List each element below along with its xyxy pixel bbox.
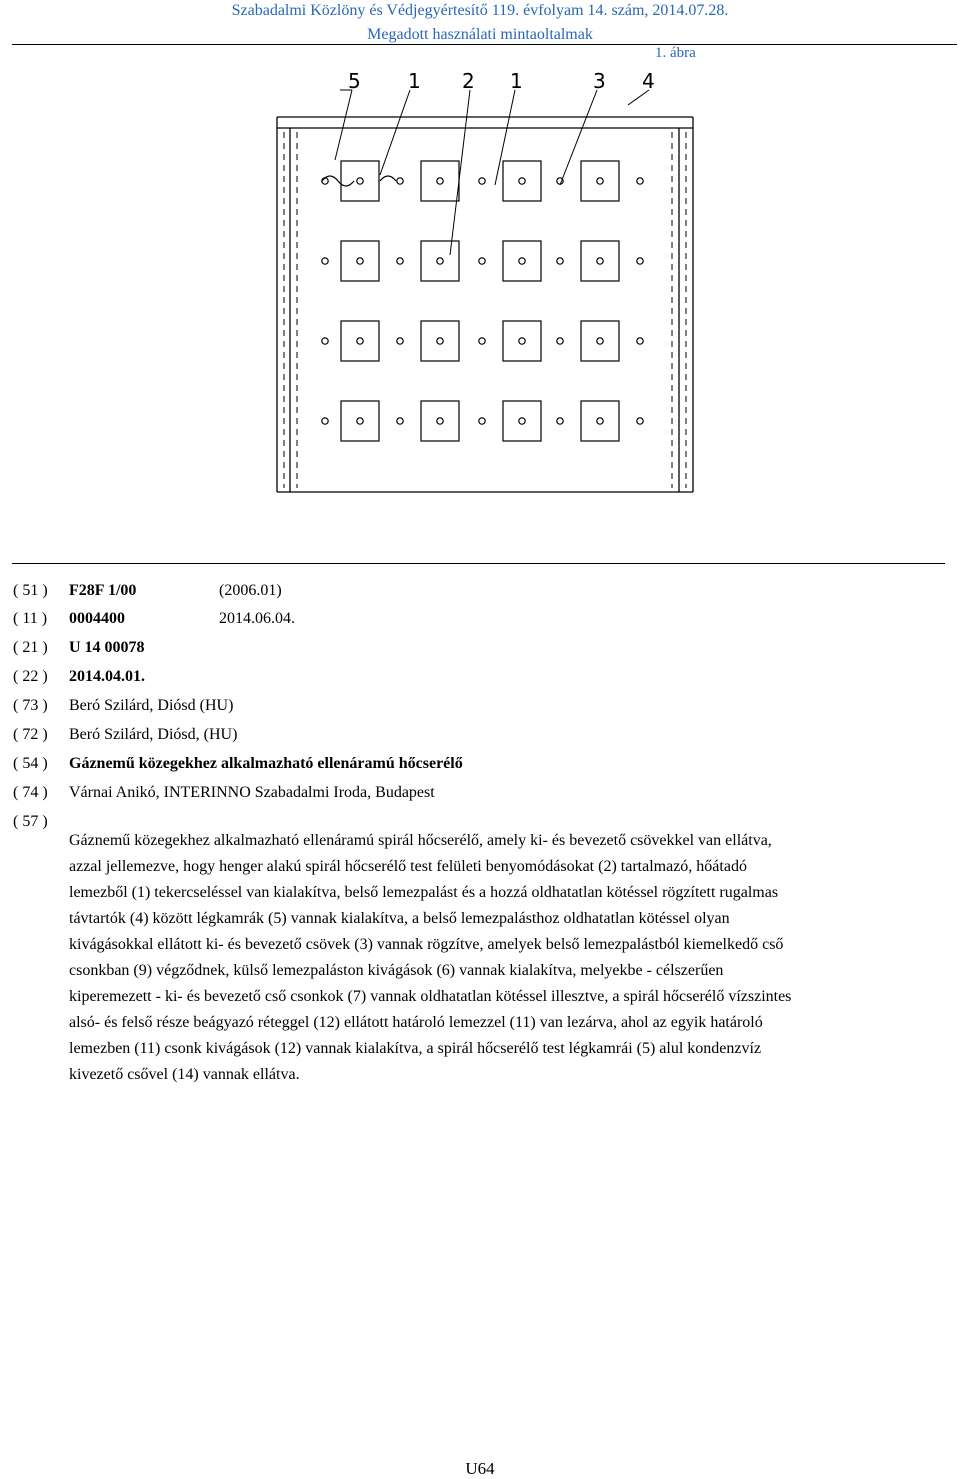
dimple-dot <box>357 258 363 264</box>
patent-drawing <box>260 60 700 500</box>
dimple-dot <box>397 258 403 264</box>
callout-4: 4 <box>642 69 655 93</box>
invention-title: Gáznemű közegekhez alkalmazható ellenáramú hőcserélő <box>69 755 463 772</box>
section-title: Megadott használati mintaoltalmak <box>367 26 593 43</box>
plate-square <box>581 321 619 361</box>
abstract-line: csonkban (9) végződnek, külső lemezpaláston kivágások (6) vannak kialakítva, melyekbe - célszerűen <box>69 962 724 979</box>
dimple-dot <box>557 338 563 344</box>
dimple-dot <box>397 418 403 424</box>
plate-square <box>341 401 379 441</box>
dimple-dot <box>322 418 328 424</box>
figure-label: 1. ábra <box>655 45 696 61</box>
abstract-line: lemezben (11) csonk kivágások (12) vannak kialakítva, a spirál hőcserélő test légkamrái (5) alul kondenzvíz <box>69 1040 762 1057</box>
filing-date: 2014.04.01. <box>69 668 145 685</box>
abstract-line: kivágásokkal ellátott ki- és bevezető csövek (3) vannak rögzítve, amelyek belső lemezpalástból kiemelkedő cső <box>69 936 784 953</box>
representative: Várnai Anikó, INTERINNO Szabadalmi Iroda, Budapest <box>69 784 435 801</box>
plate-square <box>421 401 459 441</box>
application-number: U 14 00078 <box>69 639 145 656</box>
abstract-line: kiperemezett - ki- és bevezető cső csonkok (7) vannak oldhatatlan kötéssel illesztve, a spirál hőcserélő vízszintes <box>69 988 792 1005</box>
inid-code: ( 72 ) <box>13 726 48 743</box>
abstract-line: alsó- és felső része beágyazó réteggel (12) ellátott határoló lemezzel (11) van lezárva, ahol az egyik határoló <box>69 1014 763 1031</box>
dimple-dot <box>437 418 443 424</box>
inid-code: ( 11 ) <box>13 610 48 627</box>
dimple-dot <box>357 418 363 424</box>
dimple-dot <box>597 338 603 344</box>
dimple-dot <box>479 338 485 344</box>
callout-1b: 1 <box>510 69 523 93</box>
dimple-dot <box>397 338 403 344</box>
dimple-dot <box>637 418 643 424</box>
plate-square <box>341 241 379 281</box>
plate-square <box>581 401 619 441</box>
grant-date: 2014.06.04. <box>219 610 295 627</box>
page-number: U64 <box>465 1459 495 1478</box>
abstract-line: Gáznemű közegekhez alkalmazható ellenáramú spirál hőcserélő, amely ki- és bevezető csövekkel van ellátva, <box>69 832 772 849</box>
journal-header: Szabadalmi Közlöny és Védjegyértesítő 119. évfolyam 14. szám, 2014.07.28. <box>231 2 729 19</box>
dimple-dot <box>597 178 603 184</box>
inid-code: ( 21 ) <box>13 639 48 656</box>
plate-square <box>503 321 541 361</box>
callout-2: 2 <box>462 69 475 93</box>
callout-1a: 1 <box>408 69 421 93</box>
abstract-line: kivezető csővel (14) vannak ellátva. <box>69 1066 300 1083</box>
dimple-dot <box>557 418 563 424</box>
plate-square <box>581 241 619 281</box>
holder: Beró Szilárd, Diósd (HU) <box>69 697 234 714</box>
abstract-line: távtartók (4) között légkamrák (5) vannak kialakítva, a belső lemezpalásthoz oldhatatlan kötéssel olyan <box>69 910 730 927</box>
ipc-class: F28F 1/00 <box>69 582 137 599</box>
plate-square <box>421 241 459 281</box>
inid-code: ( 73 ) <box>13 697 48 714</box>
header-divider <box>12 44 957 45</box>
dimple-dot <box>637 338 643 344</box>
plate-square <box>503 401 541 441</box>
inid-code: ( 22 ) <box>13 668 48 685</box>
dimple-dot <box>357 338 363 344</box>
plate-square <box>503 241 541 281</box>
dimple-dot <box>437 258 443 264</box>
dimple-dot <box>519 418 525 424</box>
dimple-dot <box>519 178 525 184</box>
dimple-dot <box>397 178 403 184</box>
inid-code: ( 54 ) <box>13 755 48 772</box>
dimple-dot <box>519 258 525 264</box>
dimple-dot <box>557 258 563 264</box>
callout-5: 5 <box>348 69 361 93</box>
plate-square <box>341 161 379 201</box>
dimple-dot <box>637 258 643 264</box>
callout-3: 3 <box>593 69 606 93</box>
inid-code: ( 74 ) <box>13 784 48 801</box>
inid-code: ( 51 ) <box>13 582 48 599</box>
dimple-dot <box>479 178 485 184</box>
registration-number: 0004400 <box>69 610 125 627</box>
dimple-dot <box>437 178 443 184</box>
dimple-dot <box>322 338 328 344</box>
dimple-dot <box>357 178 363 184</box>
plate-square <box>341 321 379 361</box>
abstract <box>69 828 909 1088</box>
ipc-version: (2006.01) <box>219 582 282 599</box>
inventor: Beró Szilárd, Diósd, (HU) <box>69 726 238 743</box>
dimple-dot <box>479 258 485 264</box>
plate-square <box>503 161 541 201</box>
section-divider <box>12 563 945 564</box>
dimple-dot <box>479 418 485 424</box>
abstract-line: azzal jellemezve, hogy henger alakú spirál hőcserélő test felületi benyomódásokat (2) tartalmazó, hőátadó <box>69 858 747 875</box>
dimple-dot <box>597 418 603 424</box>
dimple-dot <box>437 338 443 344</box>
dimple-dot <box>597 258 603 264</box>
plate-square <box>421 321 459 361</box>
inid-code: ( 57 ) <box>13 813 48 830</box>
plate-square <box>421 161 459 201</box>
dimple-dot <box>637 178 643 184</box>
plate-square <box>581 161 619 201</box>
dimple-dot <box>519 338 525 344</box>
abstract-line: lemezből (1) tekercseléssel van kialakítva, belső lemezpalást és a hozzá oldhatatlan kötéssel rögzített rugalmas <box>69 884 779 901</box>
dimple-dot <box>322 258 328 264</box>
